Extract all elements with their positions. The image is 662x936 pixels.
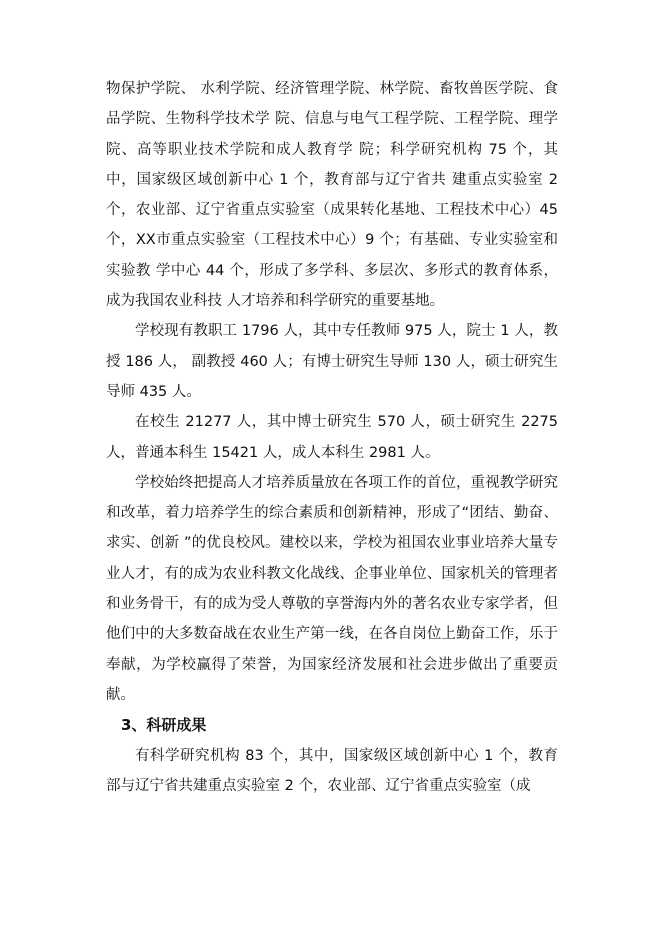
paragraph-students: 在校生 21277 人，其中博士研究生 570 人，硕士研究生 2275 人，普通本科生 15421 人，成人本科生 2981 人。 bbox=[106, 414, 558, 461]
section-heading: 3、科研成果 bbox=[121, 716, 207, 735]
paragraph-colleges-and-institutes: 物保护学院、 水利学院、经济管理学院、林学院、畜牧兽医学院、食品学院、生物科学技术学 院、信息与电气工程学院、工程学院、理学院、高等职业技术学院和成人教育学 院；科学研究机构 75 个，其中，国家级区域创新中心 1 个，教育部与辽宁省共 建重点实验室 2 个，农业部、辽宁省重点实验室（成果转化基地、工程技术中心）45 个，XX市重点实验室（工程技术中心）9 个；有基础、专业实验室和实验教 学中心 44 个，形成了多学科、多层次、多形式的教育体系，成为我国农业科技 人才培养和科学研究的重要基地。 bbox=[106, 81, 558, 310]
document-body bbox=[106, 74, 558, 801]
paragraph-education-quality: 学校始终把提高人才培养质量放在各项工作的首位，重视教学研究和改革，着力培养学生的综合素质和创新精神，形成了“团结、勤奋、求实、创新 ”的优良校风。建校以来，学校为祖国农业事业培养大量专业人才，有的成为农业科教文化战线、企事业单位、国家机关的管理者和业务骨干，有的成为受人尊敬的享誉海内外的著名农业专家学者，但他们中的大多数奋战在农业生产第一线，在各自岗位上勤奋工作，乐于奉献，为学校赢得了荣誉，为国家经济发展和社会进步做出了重要贡献。 bbox=[106, 474, 558, 703]
paragraph-staff: 学校现有教职工 1796 人，其中专任教师 975 人，院士 1 人，教授 186 人， 副教授 460 人；有博士研究生导师 130 人，硕士研究生导师 435 人。 bbox=[106, 323, 558, 400]
paragraph-research-institutes: 有科学研究机构 83 个，其中，国家级区域创新中心 1 个，教育部与辽宁省共建重点实验室 2 个，农业部、辽宁省重点实验室（成 bbox=[106, 747, 558, 794]
